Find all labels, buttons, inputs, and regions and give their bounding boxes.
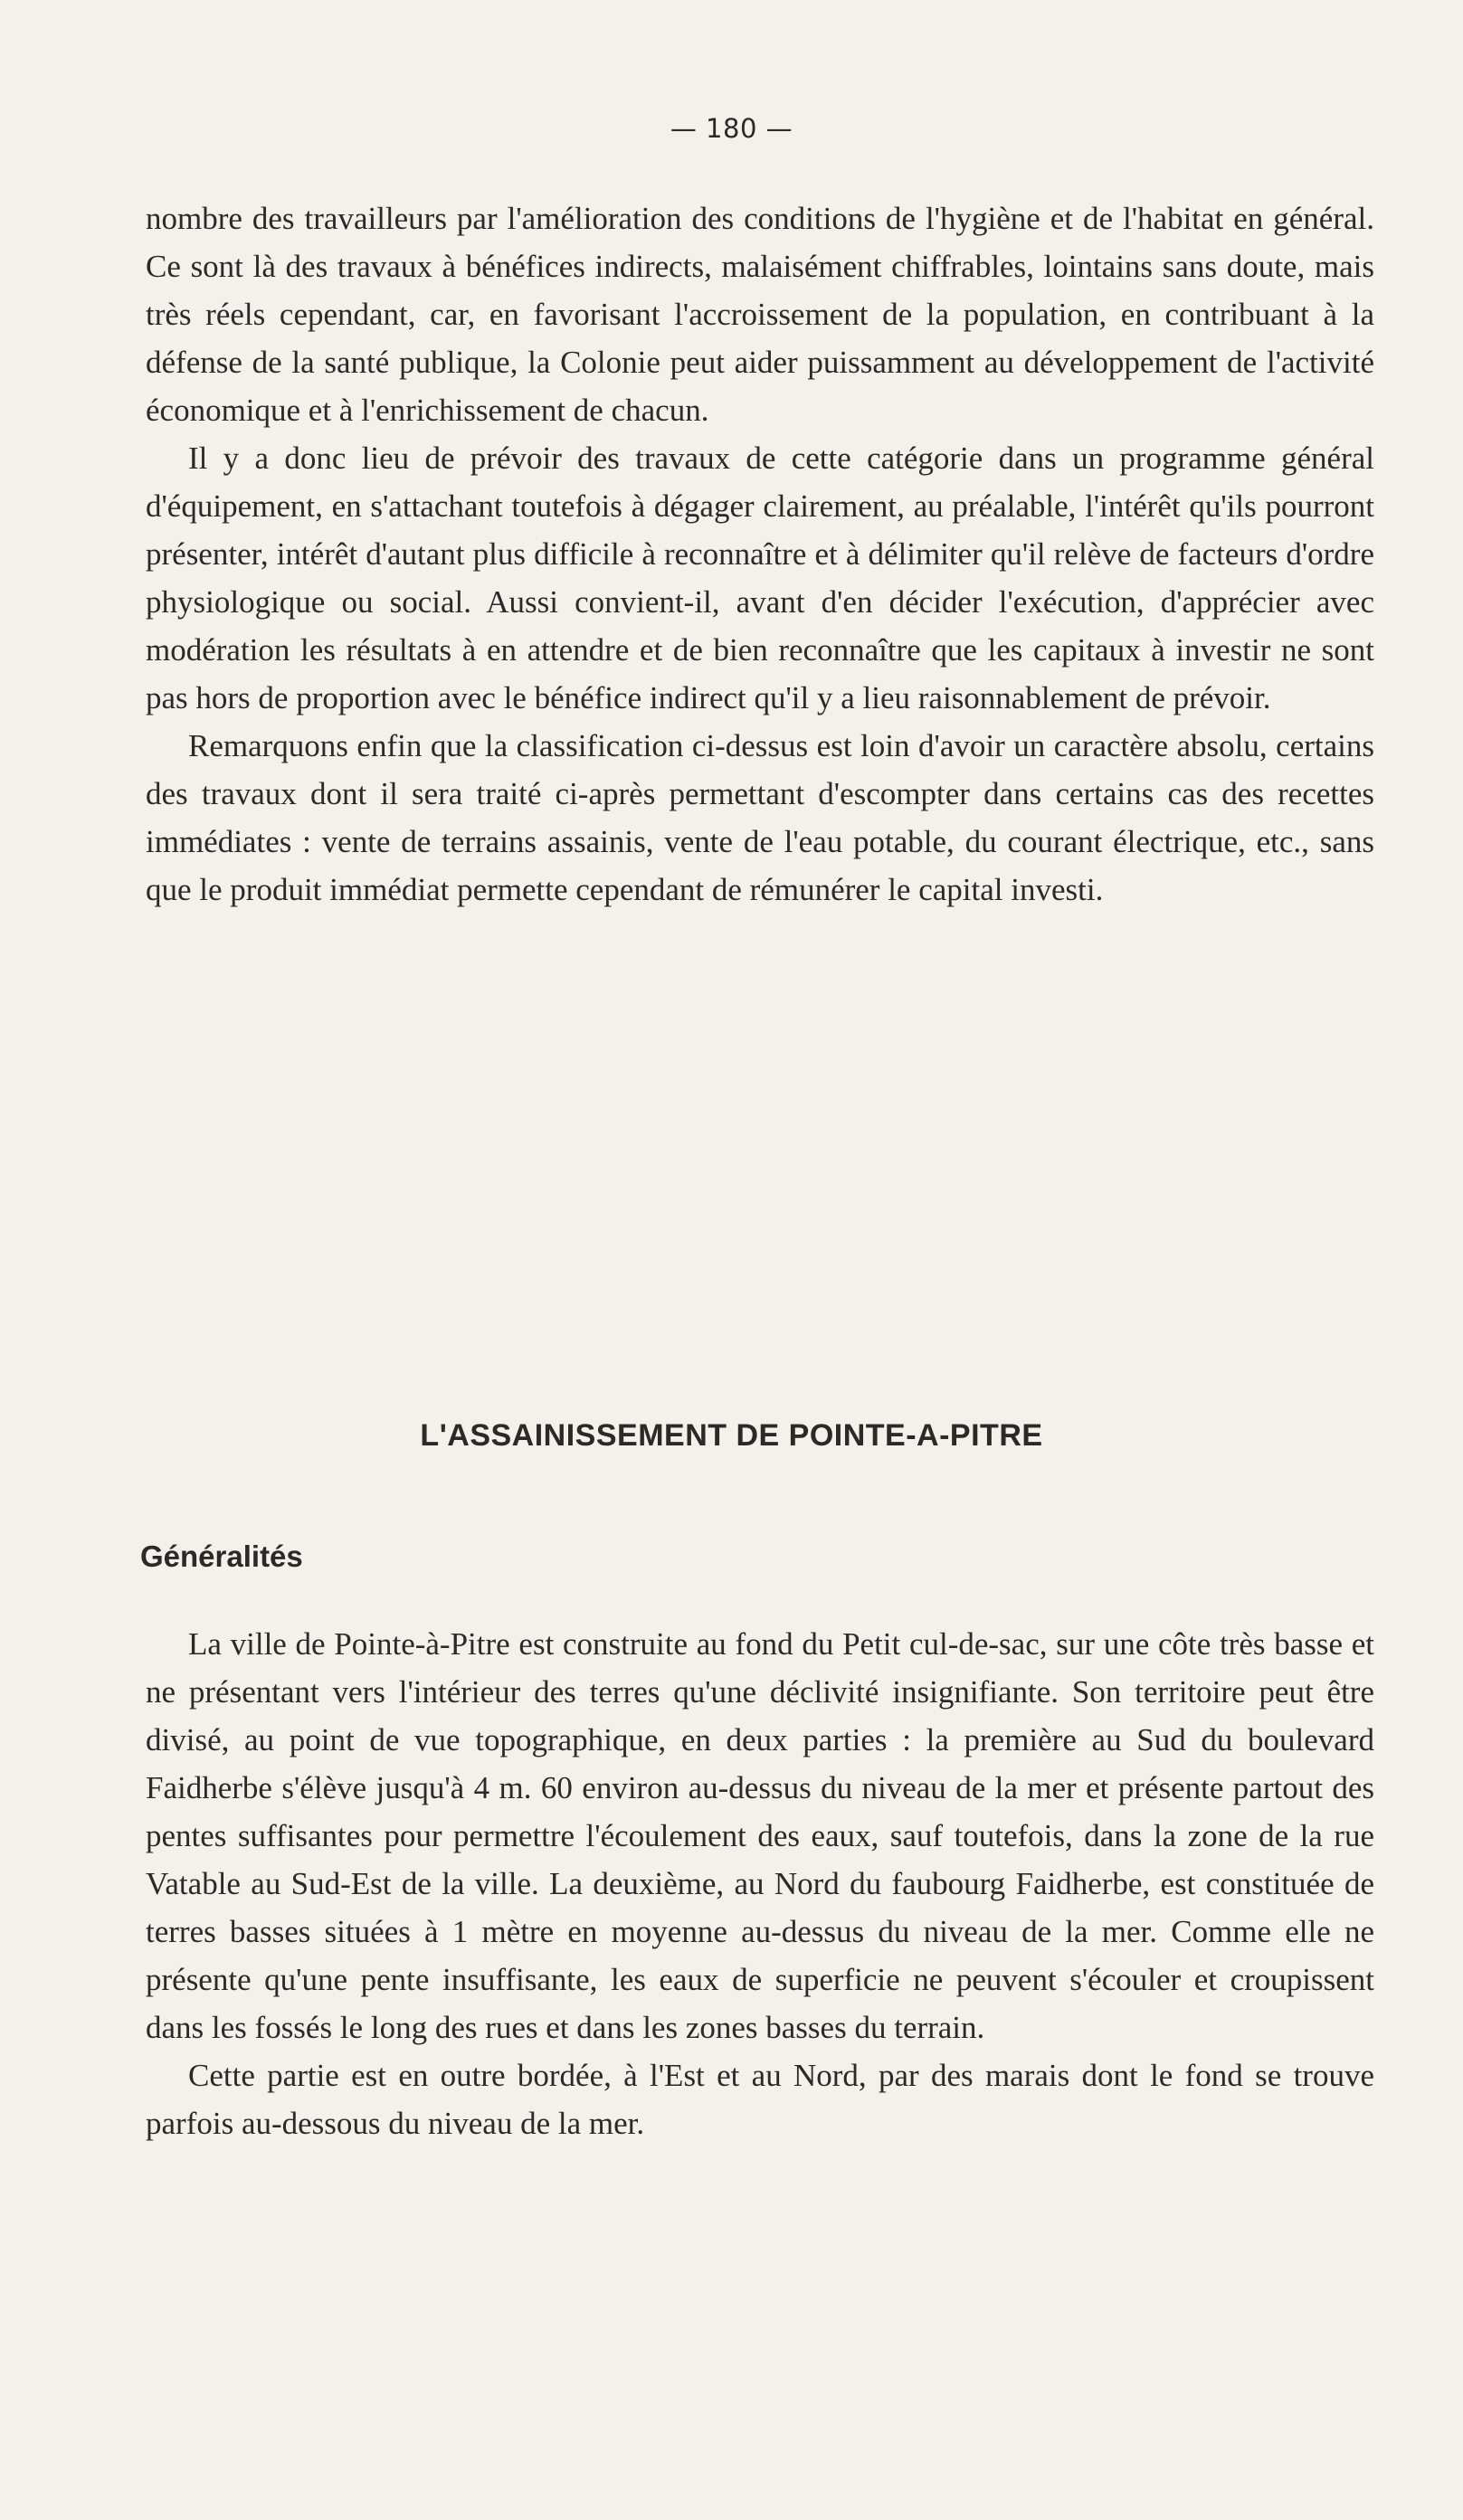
paragraph-investment-programme: Il y a donc lieu de prévoir des travaux de cette catégorie dans un programme général d'équipement, en s'attachant toutefois à dégager clairement, au préalable, l'intérêt qu'ils pourront présenter, intérêt d'autant plus difficile à reconnaître et à délimiter qu'il relève de facteurs d'ordre physiologique ou social. Aussi convient-il, avant d'en décider l'exécution, d'apprécier avec modération les résultats à en attendre et de bien reconnaître que les capitaux à investir ne sont pas hors de proportion avec le bénéfice indirect qu'il y a lieu raisonnablement de prévoir.: [146, 441, 1374, 715]
section-title: L'ASSAINISSEMENT DE POINTE-A-PITRE: [420, 1418, 1043, 1453]
paragraph-classification-remark: Remarquons enfin que la classification ci-dessus est loin d'avoir un caractère absolu, certains des travaux dont il sera traité ci-après permettant d'escompter dans certains cas des recettes immédiates : vente de terrains assainis, vente de l'eau potable, du courant électrique, etc., sans que le produit immédiat permette cependant de rémunérer le capital investi.: [146, 728, 1374, 907]
paragraph-continuation: nombre des travailleurs par l'amélioration des conditions de l'hygiène et de l'habitat en général. Ce sont là des travaux à bénéfices indirects, malaisément chiffrables, lointains sans doute, mais très réels cependant, car, en favorisant l'accroissement de la population, en contribuant à la défense de la santé publique, la Colonie peut aider puissamment au développement de l'activité économique et à l'enrichissement de chacun.: [146, 201, 1374, 428]
paragraph-marshes: Cette partie est en outre bordée, à l'Est et au Nord, par des marais dont le fond se trouve parfois au-dessous du niveau de la mer.: [146, 2058, 1374, 2141]
page-number: — 180 —: [670, 113, 793, 144]
section-text-block: [146, 1620, 1374, 2147]
top-text-block: [146, 194, 1374, 914]
paragraph-town-topography: La ville de Pointe-à-Pitre est construite au fond du Petit cul-de-sac, sur une côte très basse et ne présentant vers l'intérieur des terres qu'une déclivité insignifiante. Son territoire peut être divisé, au point de vue topographique, en deux parties : la première au Sud du boulevard Faidherbe s'élève jusqu'à 4 m. 60 environ au-dessus du niveau de la mer et présente partout des pentes suffisantes pour permettre l'écoulement des eaux, sauf toutefois, dans la zone de la rue Vatable au Sud-Est de la ville. La deuxième, au Nord du faubourg Faidherbe, est constituée de terres basses situées à 1 mètre en moyenne au-dessus du niveau de la mer. Comme elle ne présente qu'une pente insuffisante, les eaux de superficie ne peuvent s'écouler et croupissent dans les fossés le long des rues et dans les zones basses du terrain.: [146, 1626, 1374, 2045]
subsection-title: Généralités: [140, 1539, 303, 1573]
